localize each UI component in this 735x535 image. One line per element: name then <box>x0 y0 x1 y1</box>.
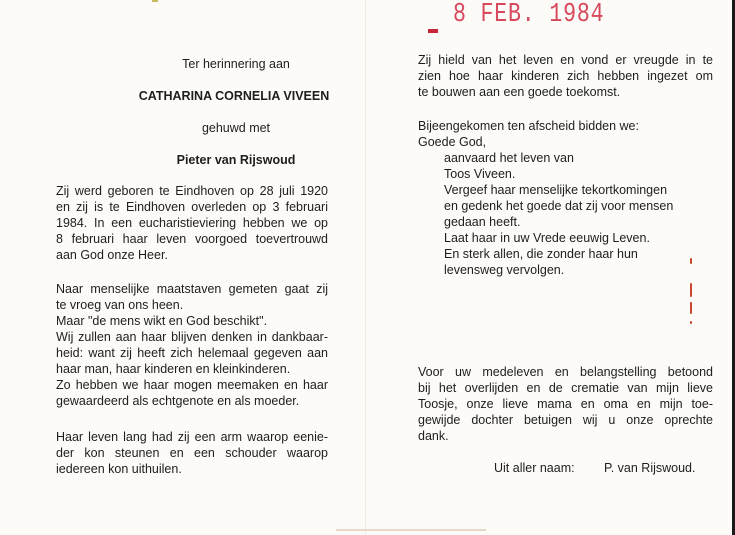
signature-label: Uit aller naam: <box>494 461 575 475</box>
text-line: heid: want zij heeft zich helemaal gegeven aan <box>56 346 328 360</box>
intro-line: Ter herinnering aan <box>182 57 290 71</box>
ink-mark <box>690 302 692 314</box>
card-fold <box>365 0 366 535</box>
life-paragraph <box>418 52 713 100</box>
ink-mark <box>690 258 692 264</box>
text-line: gewijde dochter betuigen wij u onze oprechte <box>418 413 713 427</box>
text-line: Voor uw medeleven en belangstelling betoond <box>418 365 713 379</box>
text-line: aan God onze Heer. <box>56 248 168 262</box>
text-line: bij het overlijden en de crematie van mijn lieve <box>418 381 713 395</box>
text-line: Vergeef haar menselijke tekortkomingen <box>444 183 668 197</box>
ink-mark <box>152 0 158 2</box>
text-line: Zij werd geboren te Eindhoven op 28 juli 1920 <box>56 184 328 198</box>
text-line: gedaan heeft. <box>444 215 521 229</box>
signature-name: P. van Rijswoud. <box>604 461 696 475</box>
text-line: Haar leven lang had zij een arm waarop eenie- <box>56 430 328 444</box>
text-line: Toos Viveen. <box>444 167 516 181</box>
text-line: Wij zullen aan haar blijven denken in dankbaar- <box>56 330 328 344</box>
closing-paragraph <box>56 429 328 477</box>
text-line: der kon steunen en een schouder waarop <box>56 446 328 460</box>
text-line: iedereen kon uithuilen. <box>56 462 182 476</box>
text-line: aanvaard het leven van <box>444 151 574 165</box>
text-line: En sterk allen, die zonder haar hun <box>444 247 638 261</box>
deceased-name: CATHARINA CORNELIA VIVEEN <box>138 89 330 103</box>
stamp-dash <box>428 29 438 33</box>
text-line: Bijeengekomen ten afscheid bidden we: <box>418 119 639 133</box>
prayer-text <box>418 150 673 278</box>
remembrance-paragraph <box>56 281 328 409</box>
text-line: Laat haar in uw Vrede eeuwig Leven. <box>444 231 650 245</box>
paper-smudge <box>336 529 486 531</box>
text-line: te vroeg van ons heen. <box>56 298 184 312</box>
date-stamp: 8 FEB. 1984 <box>453 0 605 30</box>
text-line: Zij hield van het leven en vond er vreugde in te <box>418 53 713 67</box>
spouse-name: Pieter van Rijswoud <box>176 153 296 167</box>
ink-mark <box>690 321 692 324</box>
text-line: levensweg vervolgen. <box>444 263 565 277</box>
text-line: zien hoe haar kinderen zich hebben ingezet om <box>418 69 713 83</box>
text-line: en gedenk het goede dat zij voor mensen <box>444 199 674 213</box>
text-line: Zo hebben we haar mogen meemaken en haar <box>56 378 328 392</box>
text-line: 8 februari haar leven voorgoed toevertrouwd <box>56 232 328 246</box>
text-line: en zij is te Eindhoven overleden op 3 februari <box>56 200 328 214</box>
text-line: te bouwen aan een goede toekomst. <box>418 85 621 99</box>
text-line: Goede God, <box>418 135 487 149</box>
text-line: gewaardeerd als echtgenote en als moeder. <box>56 394 300 408</box>
biography-paragraph <box>56 183 328 263</box>
text-line: dank. <box>418 429 449 443</box>
text-line: Toosje, onze lieve mama en oma en mijn toe- <box>418 397 713 411</box>
ink-mark <box>690 283 692 297</box>
text-line: 1984. In een eucharistieviering hebben we op <box>56 216 328 230</box>
prayer-intro <box>418 118 639 150</box>
text-line: Maar "de mens wikt en God beschikt". <box>56 314 268 328</box>
text-line: haar man, haar kinderen en kleinkinderen. <box>56 362 291 376</box>
thanks-paragraph <box>418 364 713 444</box>
married-line: gehuwd met <box>201 121 271 135</box>
text-line: Naar menselijke maatstaven gemeten gaat zij <box>56 282 328 296</box>
